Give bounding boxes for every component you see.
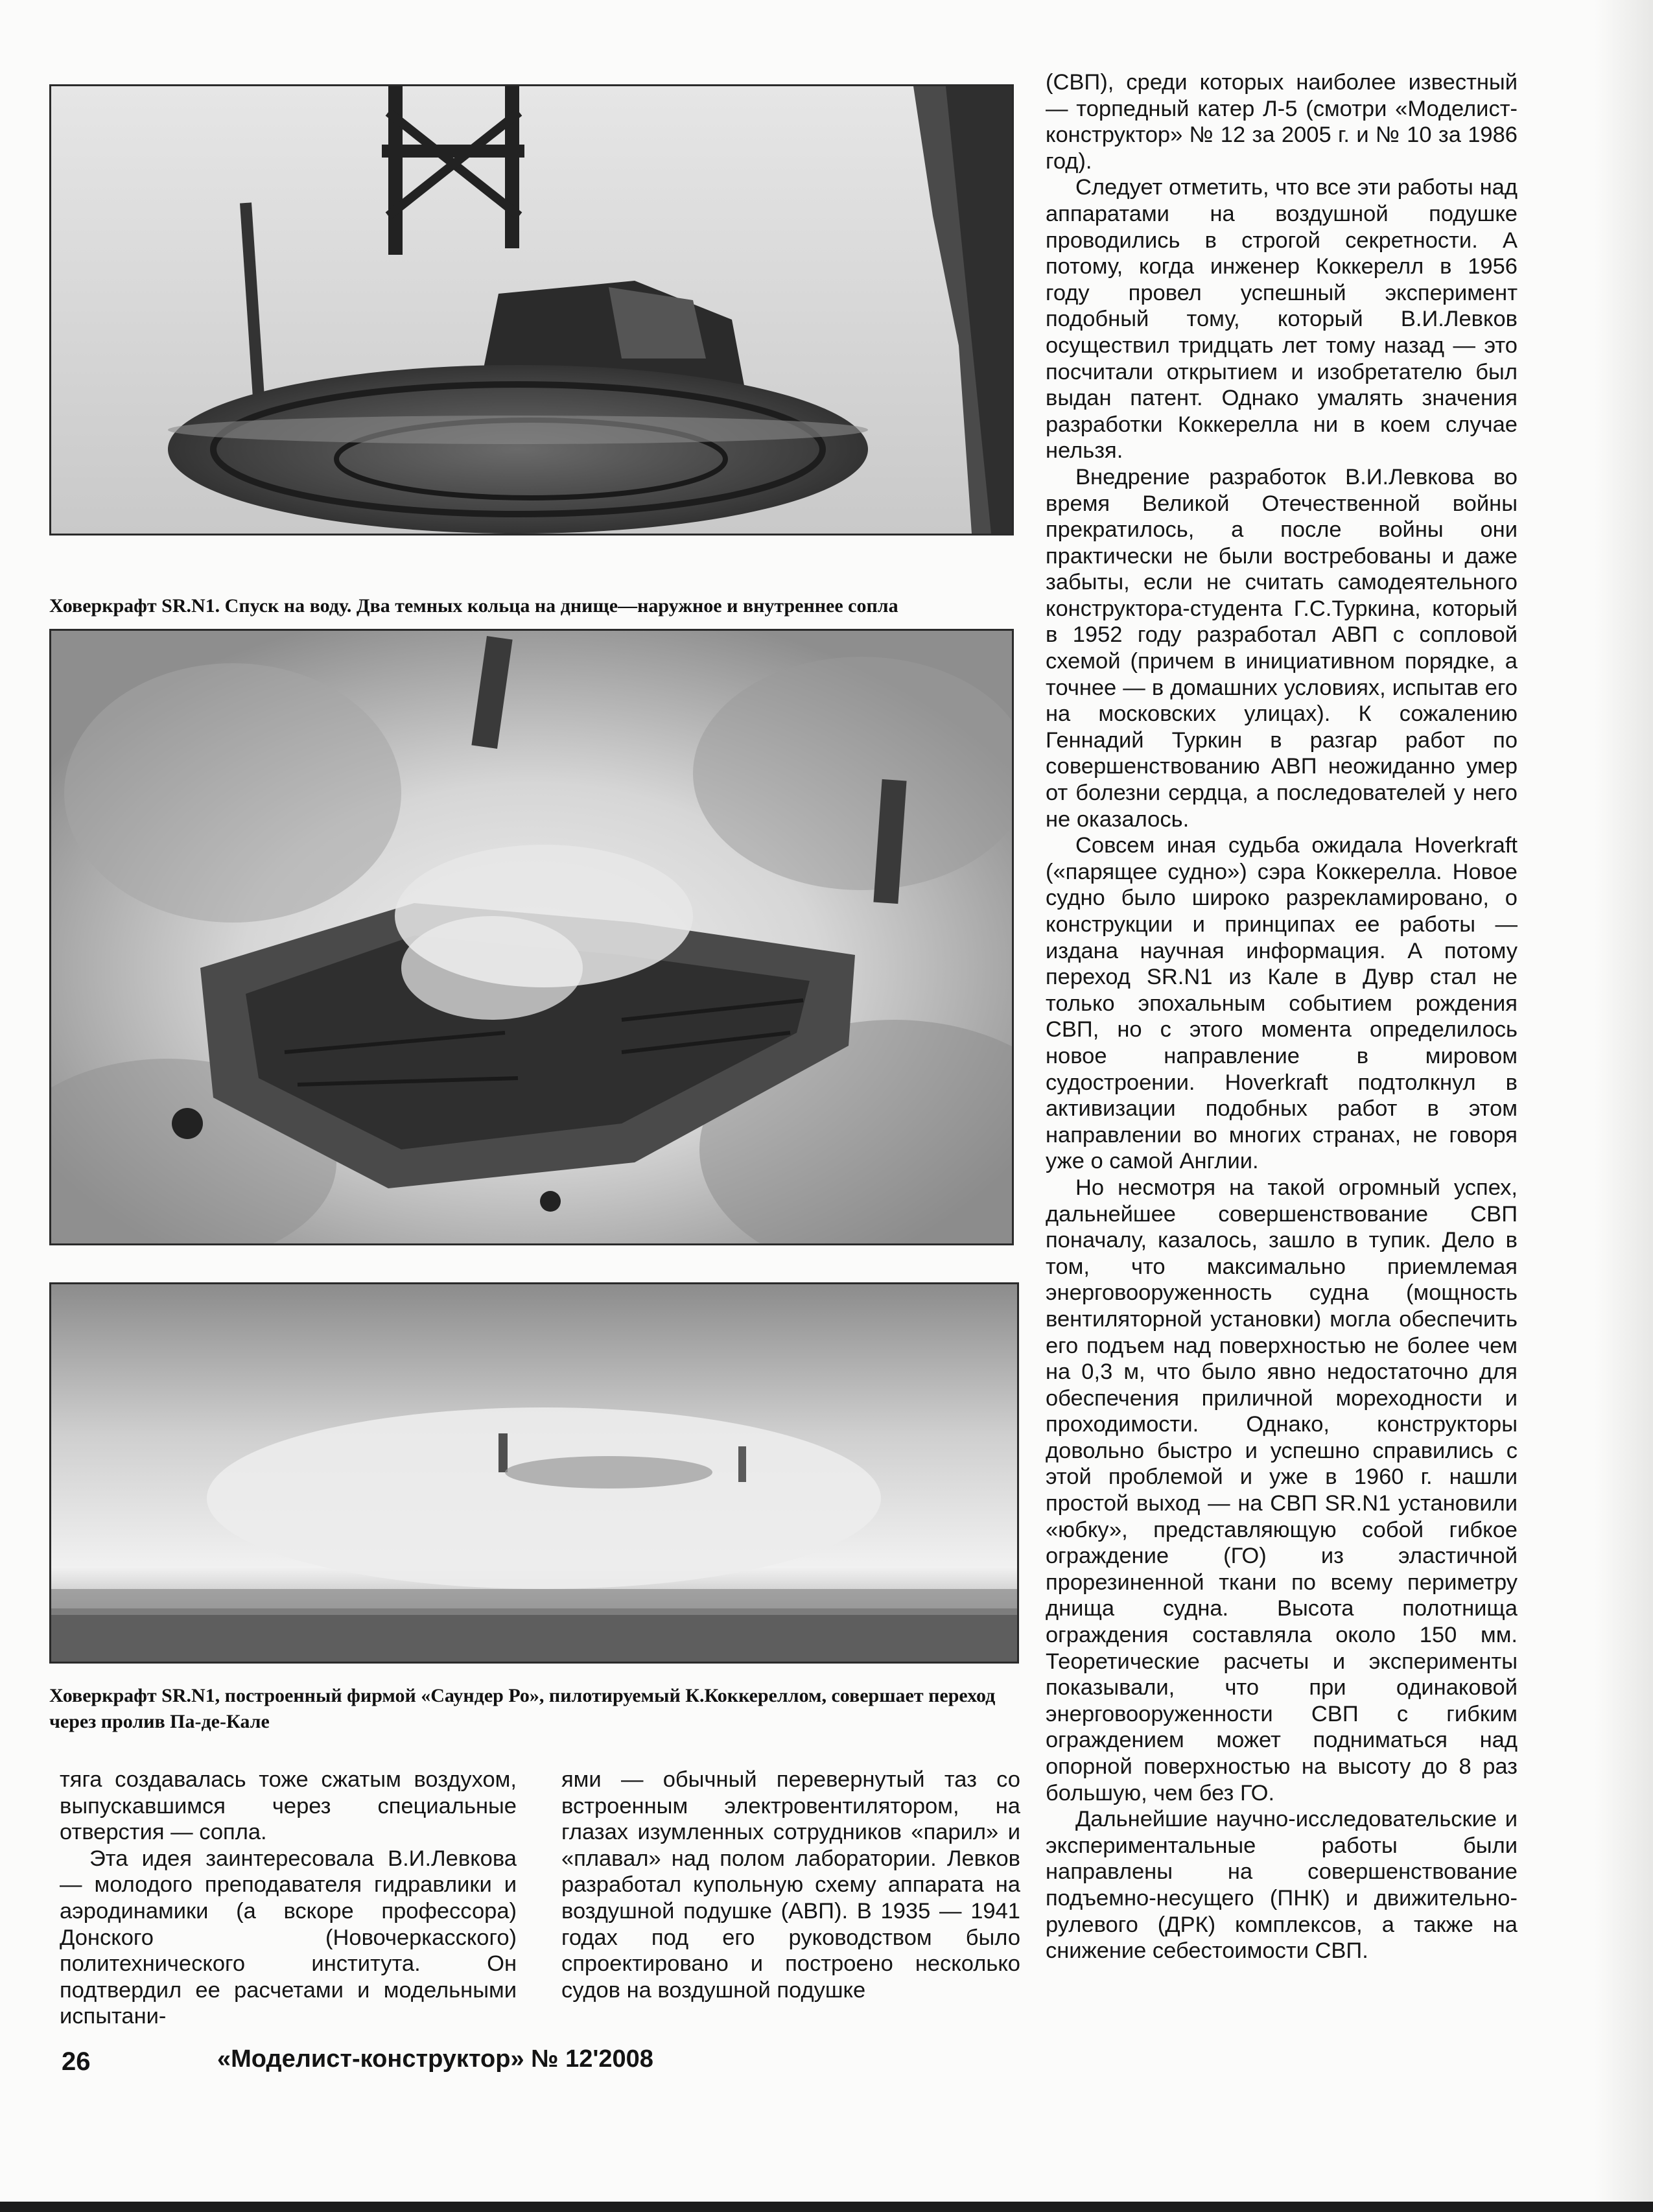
photo-hovercraft-channel [49, 1282, 1019, 1664]
scan-shadow [1595, 0, 1653, 2202]
paragraph: Следует отметить, что все эти работы над аппаратами на воздушной подушке проводились в строгой секретности. А потому, когда инженер Коккерелл в 1956 году провел успешный эксперимент подобный тому, который В.И.Левков осуществил тридцать лет тому назад — это посчитали открытием и изобретателю был выдан патент. Однако умалять значения разработки Коккерелла ни в коем случае нельзя. [1046, 175, 1518, 464]
paragraph: (СВП), среди которых наиболее известный — торпедный катер Л-5 (смотри «Моделист-конструктор» № 12 за 2005 г. и № 10 за 1986 год). [1046, 70, 1518, 174]
paragraph: Совсем иная судьба ожидала Hoverkraft («парящее судно») сэра Коккерелла. Новое судно было широко разрекламировано, о конструкции и принципах ее работы — издана научная информация. А потому переход SR.N1 из Кале в Дувр стал не только эпохальным событием рождения СВП, но с этого момента определилось новое направление в мировом судостроении. Hoverkraft подтолкнул в активизации подобных работ в этом направлении во многих странах, не говоря уже о самой Англии. [1046, 833, 1518, 1174]
page-number: 26 [62, 2047, 91, 2076]
scan-edge [0, 2202, 1653, 2212]
paragraph: Но несмотря на такой огромный успех, дальнейшее совершенствование СВП поначалу, казалось, зашло в тупик. Дело в том, что максимально приемлемая энерговооруженность судна (мощность вентиляторной установки) могла обеспечить его подъем над поверхностью не более чем на 0,3 м, что было явно недостаточно для обеспечения приличной мореходности и проходимости. Однако, конструкторы довольно быстро и успешно справились с этой проблемой и уже в 1960 г. нашли простой выход — на СВП SR.N1 установили «юбку», представляющую собой гибкое ограждение (ГО) из эластичной прорезиненной ткани по всему периметру днища судна. Высота полотнища ограждения составляла около 150 мм. Теоретические расчеты и эксперименты показывали, что при одинаковой энерговооруженности СВП с гибким ограждением может подниматься над опорной поверхностью на высоту до 8 раз большую, чем без ГО. [1046, 1175, 1518, 1806]
article-column-bottom-left [60, 1767, 517, 2030]
photo-hovercraft-launch [49, 84, 1014, 535]
paragraph: Эта идея заинтересовала В.И.Левкова — молодого преподавателя гидравлики и аэродинамики (а вскоре профессора) Донского (Новочеркасского) политехнического института. Он подтвердил ее расчетами и модельными испытани- [60, 1846, 517, 2029]
photo-caption-channel: Ховеркрафт SR.N1, построенный фирмой «Саундер Ро», пилотируемый К.Коккереллом, совершает переход через пролив Па-де-Кале [49, 1685, 996, 1732]
paragraph: Внедрение разработок В.И.Левкова во время Великой Отечественной войны прекратилось, а после войны они практически не были востребованы и даже забыты, если не считать самодеятельного конструктора-студента Г.С.Туркина, который в 1952 году разработал АВП с сопловой схемой (причем в инициативном порядке, а точнее — в домашних условиях, испытав его на московских улицах). К сожалению Геннадий Туркин в разгар работ по совершенствованию АВП неожиданно умер от болезни сердца, а последователей у него не оказалось. [1046, 464, 1518, 832]
photo-hovercraft-aerial [49, 629, 1014, 1245]
paragraph: ями — обычный перевернутый таз со встроенным электровентилятором, на глазах изумленных сотрудников «парил» и «плавал» над полом лаборатории. Левков разработал купольную схему аппарата на воздушной подушке (АВП). В 1935 — 1941 годах под его руководством было спроектировано и построено несколько судов на воздушной подушке [561, 1767, 1020, 2003]
journal-title: «Моделист-конструктор» № 12'2008 [217, 2045, 653, 2073]
article-column-right [1046, 69, 1518, 1964]
paragraph: тяга создавалась тоже сжатым воздухом, выпускавшимся через специальные отверстия — сопла. [60, 1767, 517, 1845]
paragraph: Дальнейшие научно-исследовательские и экспериментальные работы были направлены на совершенствование подъемно-несущего (ПНК) и движительно-рулевого (ДРК) комплексов, а также на снижение себестоимости СВП. [1046, 1807, 1518, 1964]
photo-caption-launch: Ховеркрафт SR.N1. Спуск на воду. Два темных кольца на днище—наружное и внутреннее сопла [49, 595, 898, 617]
article-column-bottom-middle [561, 1767, 1020, 2003]
